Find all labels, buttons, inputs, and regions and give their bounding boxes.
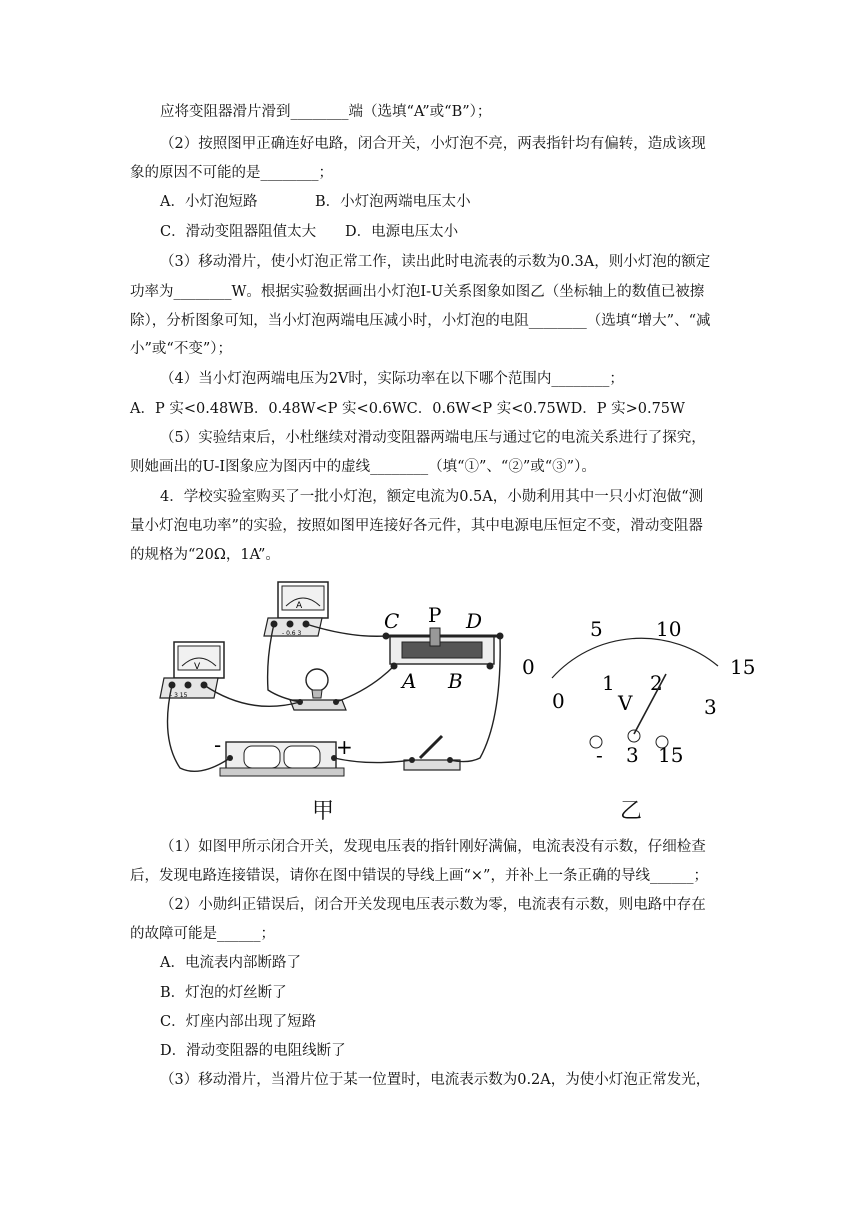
text-line: 4．学校实验室购买了一批小灯泡，额定电流为0.5A，小勋利用其中一只小灯泡做“测 [160,489,704,505]
text-line: （3）移动滑片，当滑片位于某一位置时，电流表示数为0.2A，为使小灯泡正常发光， [160,1072,711,1088]
option-row [130,399,740,419]
dial-terminal-minus: - [596,743,603,767]
option-a: A．P 实<0.48W [130,401,244,417]
text-line: （2）小勋纠正错误后，闭合开关发现电压表示数为零，电流表有示数，则电路中存在 [160,897,706,913]
dial-outer-0: 0 [522,655,535,679]
voltmeter-label: V [194,662,201,672]
text-line: （4）当小灯泡两端电压为2V时，实际功率在以下哪个范围内________； [160,371,624,387]
battery-minus-label: - [214,733,222,757]
text-line: 小”或“不变”）； [130,341,232,357]
voltmeter [160,642,224,699]
text-line: （2）按照图甲正确连好电路，闭合开关，小灯泡不亮，两表指针均有偏转，造成该现 [160,136,706,152]
text-line: （5）实验结束后，小杜继续对滑动变阻器两端电压与通过它的电流关系进行了探究， [160,430,706,446]
rheostat-label-d: D [466,609,483,633]
option-c: C．灯座内部出现了短路 [160,1014,317,1030]
text-line: 的故障可能是______； [130,926,275,942]
text-line: 后，发现电路连接错误，请你在图中错误的导线上画“×”，并补上一条正确的导线______； [130,868,708,884]
dial-outer-5: 5 [590,617,603,641]
voltmeter-dial [522,617,755,767]
figure-caption-right: 乙 [620,799,643,824]
bulb [290,669,346,710]
option-c: C．滑动变阻器阻值太大 [160,224,317,240]
option-b: B．0.48W<P 实<0.6W [243,401,407,417]
dial-outer-15: 15 [730,655,756,679]
dial-inner-3: 3 [704,695,717,719]
dial-inner-0: 0 [552,689,565,713]
ammeter-label: A [296,601,303,611]
battery [214,733,353,776]
option-b: B．灯泡的灯丝断了 [160,985,287,1001]
option-a: A．小灯泡短路 [160,194,258,210]
figure-caption-left: 甲 [312,799,335,824]
text-line: 除），分析图象可知，当小灯泡两端电压减小时，小灯泡的电阻________（选填“增大”、“减 [130,313,711,329]
switch [404,736,460,770]
ammeter-terminals: - 0.6 3 [282,630,302,637]
voltmeter-terminals: - 3 15 [170,692,188,699]
rheostat-label-c: C [384,609,400,633]
rheostat-label-p: P [428,603,442,627]
option-c: C．0.6W<P 实<0.75W [406,401,571,417]
option-d: D．P 实>0.75W [570,401,685,417]
rheostat [383,603,504,693]
text-line: 象的原因不可能的是________； [130,165,333,181]
text-line: （3）移动滑片，使小灯泡正常工作，读出此时电流表的示数为0.3A，则小灯泡的额定 [160,254,711,270]
option-row [160,222,770,242]
text-line: 应将变阻器滑片滑到________端（选填“A”或“B”）； [160,104,492,120]
rheostat-label-b: B [448,669,463,693]
option-b: B．小灯泡两端电压太小 [315,194,471,210]
option-d: D．滑动变阻器的电阻线断了 [160,1043,346,1059]
option-row [160,192,770,212]
dial-terminal-3: 3 [626,743,639,767]
rheostat-label-a: A [402,669,417,693]
text-line: 量小灯泡电功率”的实验，按照如图甲连接好各元件，其中电源电压恒定不变，滑动变阻器 [130,518,703,534]
text-line: 的规格为“20Ω，1A”。 [130,547,280,563]
dial-terminal-15: 15 [658,743,684,767]
circuit-figure [150,578,770,828]
text-line: 功率为________W。根据实验数据画出小灯泡I-U关系图象如图乙（坐标轴上的数值已被擦 [130,284,705,300]
option-d: D．电源电压太小 [345,224,459,240]
text-line: （1）如图甲所示闭合开关，发现电压表的指针刚好满偏，电流表没有示数，仔细检查 [160,839,706,855]
circuit-diagram [150,578,770,828]
dial-unit: V [618,691,633,715]
text-line: 则她画出的U-I图象应为图丙中的虚线________（填“①”、“②”或“③”）。 [130,459,596,475]
dial-inner-2: 2 [650,671,663,695]
dial-inner-1: 1 [602,671,615,695]
dial-outer-10: 10 [656,617,682,641]
option-a: A．电流表内部断路了 [160,955,301,971]
battery-plus-label: + [336,735,353,759]
